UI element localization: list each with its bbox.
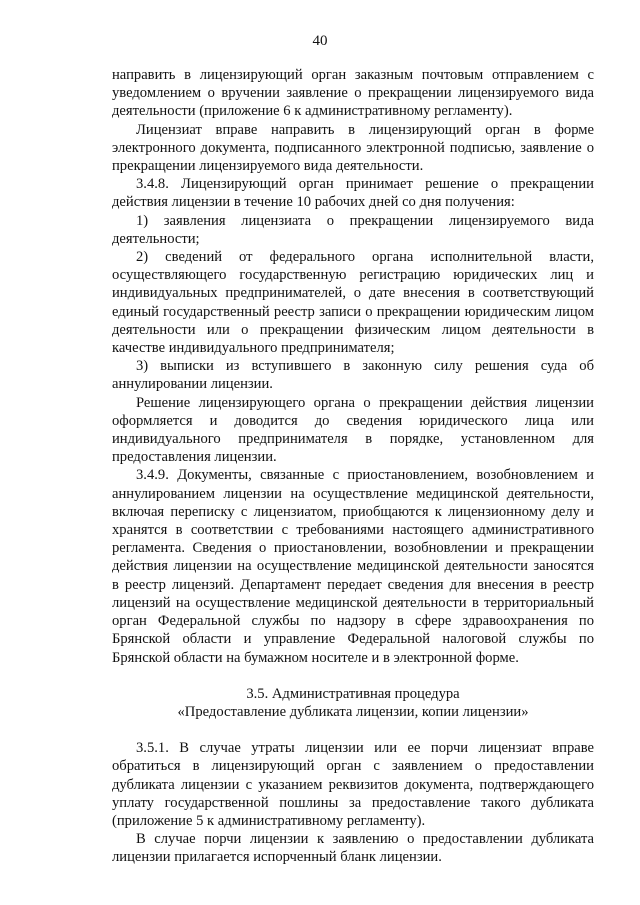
- section-heading-line2: «Предоставление дубликата лицензии, копии лицензии»: [177, 703, 529, 720]
- list-item: 1) заявления лицензиата о прекращении лицензируемого вида деятельности;: [112, 212, 594, 247]
- spacer: [112, 721, 594, 739]
- paragraph: 3.5.1. В случае утраты лицензии или ее порчи лицензиат вправе обратиться в лицензирующий орган с заявлением о предоставлении дубликата лицензии с указанием реквизитов документа, подтверждающего уплату государственной пошлины за предоставление такого дубликата (приложение 5 к административному регламенту).: [112, 740, 594, 829]
- document-body: [112, 66, 594, 867]
- section-heading-line1: 3.5. Административная процедура: [246, 685, 460, 702]
- paragraph: 3.4.9. Документы, связанные с приостановлением, возобновлением и аннулированием лицензии на осуществление медицинской деятельности, включая переписку с лицензиатом, приобщаются к лицензионному делу и хранятся в соответствии с требованиями настоящего административного регламента. Сведения о приостановлении, возобновлении и прекращении действия лицензии на осуществление медицинской деятельности заносятся в реестр лицензий. Департамент передает сведения для внесения в реестр лицензий на осуществление медицинской деятельности в территориальный орган Федеральной службы по надзору в сфере здравоохранения по Брянской области и управление Федеральной налоговой службы по Брянской области на бумажном носителе и в электронной форме.: [112, 467, 594, 666]
- list-item: 2) сведений от федерального органа исполнительной власти, осуществляющего государственную регистрацию юридических лиц и индивидуальных предпринимателей, о дате внесения в соответствующий единый государственный реестр записи о прекращении юридическим лицом деятельности или о прекращении физическим лицом деятельности в качестве индивидуального предпринимателя;: [112, 249, 594, 357]
- paragraph: 3.4.8. Лицензирующий орган принимает решение о прекращении действия лицензии в течение 10 рабочих дней со дня получения:: [112, 176, 594, 211]
- paragraph: Решение лицензирующего органа о прекращении действия лицензии оформляется и доводится до сведения юридического лица или индивидуального предпринимателя в порядке, установленном для предоставления лицензии.: [112, 394, 594, 466]
- paragraph: направить в лицензирующий орган заказным почтовым отправлением с уведомлением о вручении заявление о прекращении лицензируемого вида деятельности (приложение 6 к административному регламенту).: [112, 67, 594, 120]
- page-number: 40: [312, 33, 328, 49]
- spacer: [112, 667, 594, 685]
- list-item: 3) выписки из вступившего в законную силу решения суда об аннулировании лицензии.: [112, 358, 594, 393]
- paragraph: Лицензиат вправе направить в лицензирующий орган в форме электронного документа, подписанного электронной подписью, заявление о прекращении лицензируемого вида деятельности.: [112, 121, 594, 175]
- paragraph: В случае порчи лицензии к заявлению о предоставлении дубликата лицензии прилагается испорченный бланк лицензии.: [112, 831, 594, 866]
